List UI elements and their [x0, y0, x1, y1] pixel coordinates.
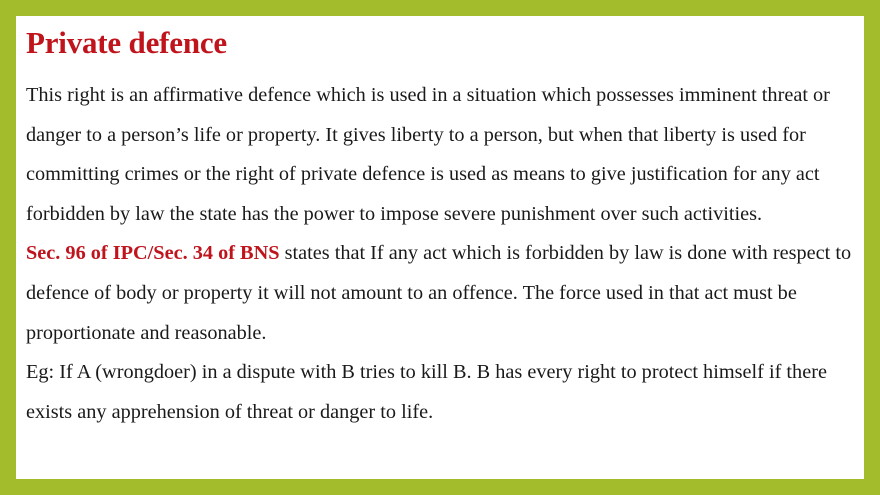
slide-body [26, 76, 856, 432]
slide-panel [16, 16, 864, 479]
paragraph-definition: This right is an affirmative defence which is used in a situation which possesses imminent threat or danger to a person’s life or property. It gives liberty to a person, but when that liberty is used for committing crimes or the right of private defence is used as means to give justification for any act forbidden by law the state has the power to impose severe punishment over such activities. [26, 84, 830, 225]
paragraph-section [26, 234, 856, 353]
section-text: states that If any act which is forbidden by law is done with respect to defence of body or property it will not amount to an offence. The force used in that act must be proportionate and reasonable. [26, 242, 852, 344]
paragraph-example: Eg: If A (wrongdoer) in a dispute with B tries to kill B. B has every right to protect himself if there exists any apprehension of threat or danger to life. [26, 361, 827, 423]
section-reference: Sec. 96 of IPC/Sec. 34 of BNS [26, 242, 280, 265]
slide-title: Private defence [26, 25, 227, 60]
